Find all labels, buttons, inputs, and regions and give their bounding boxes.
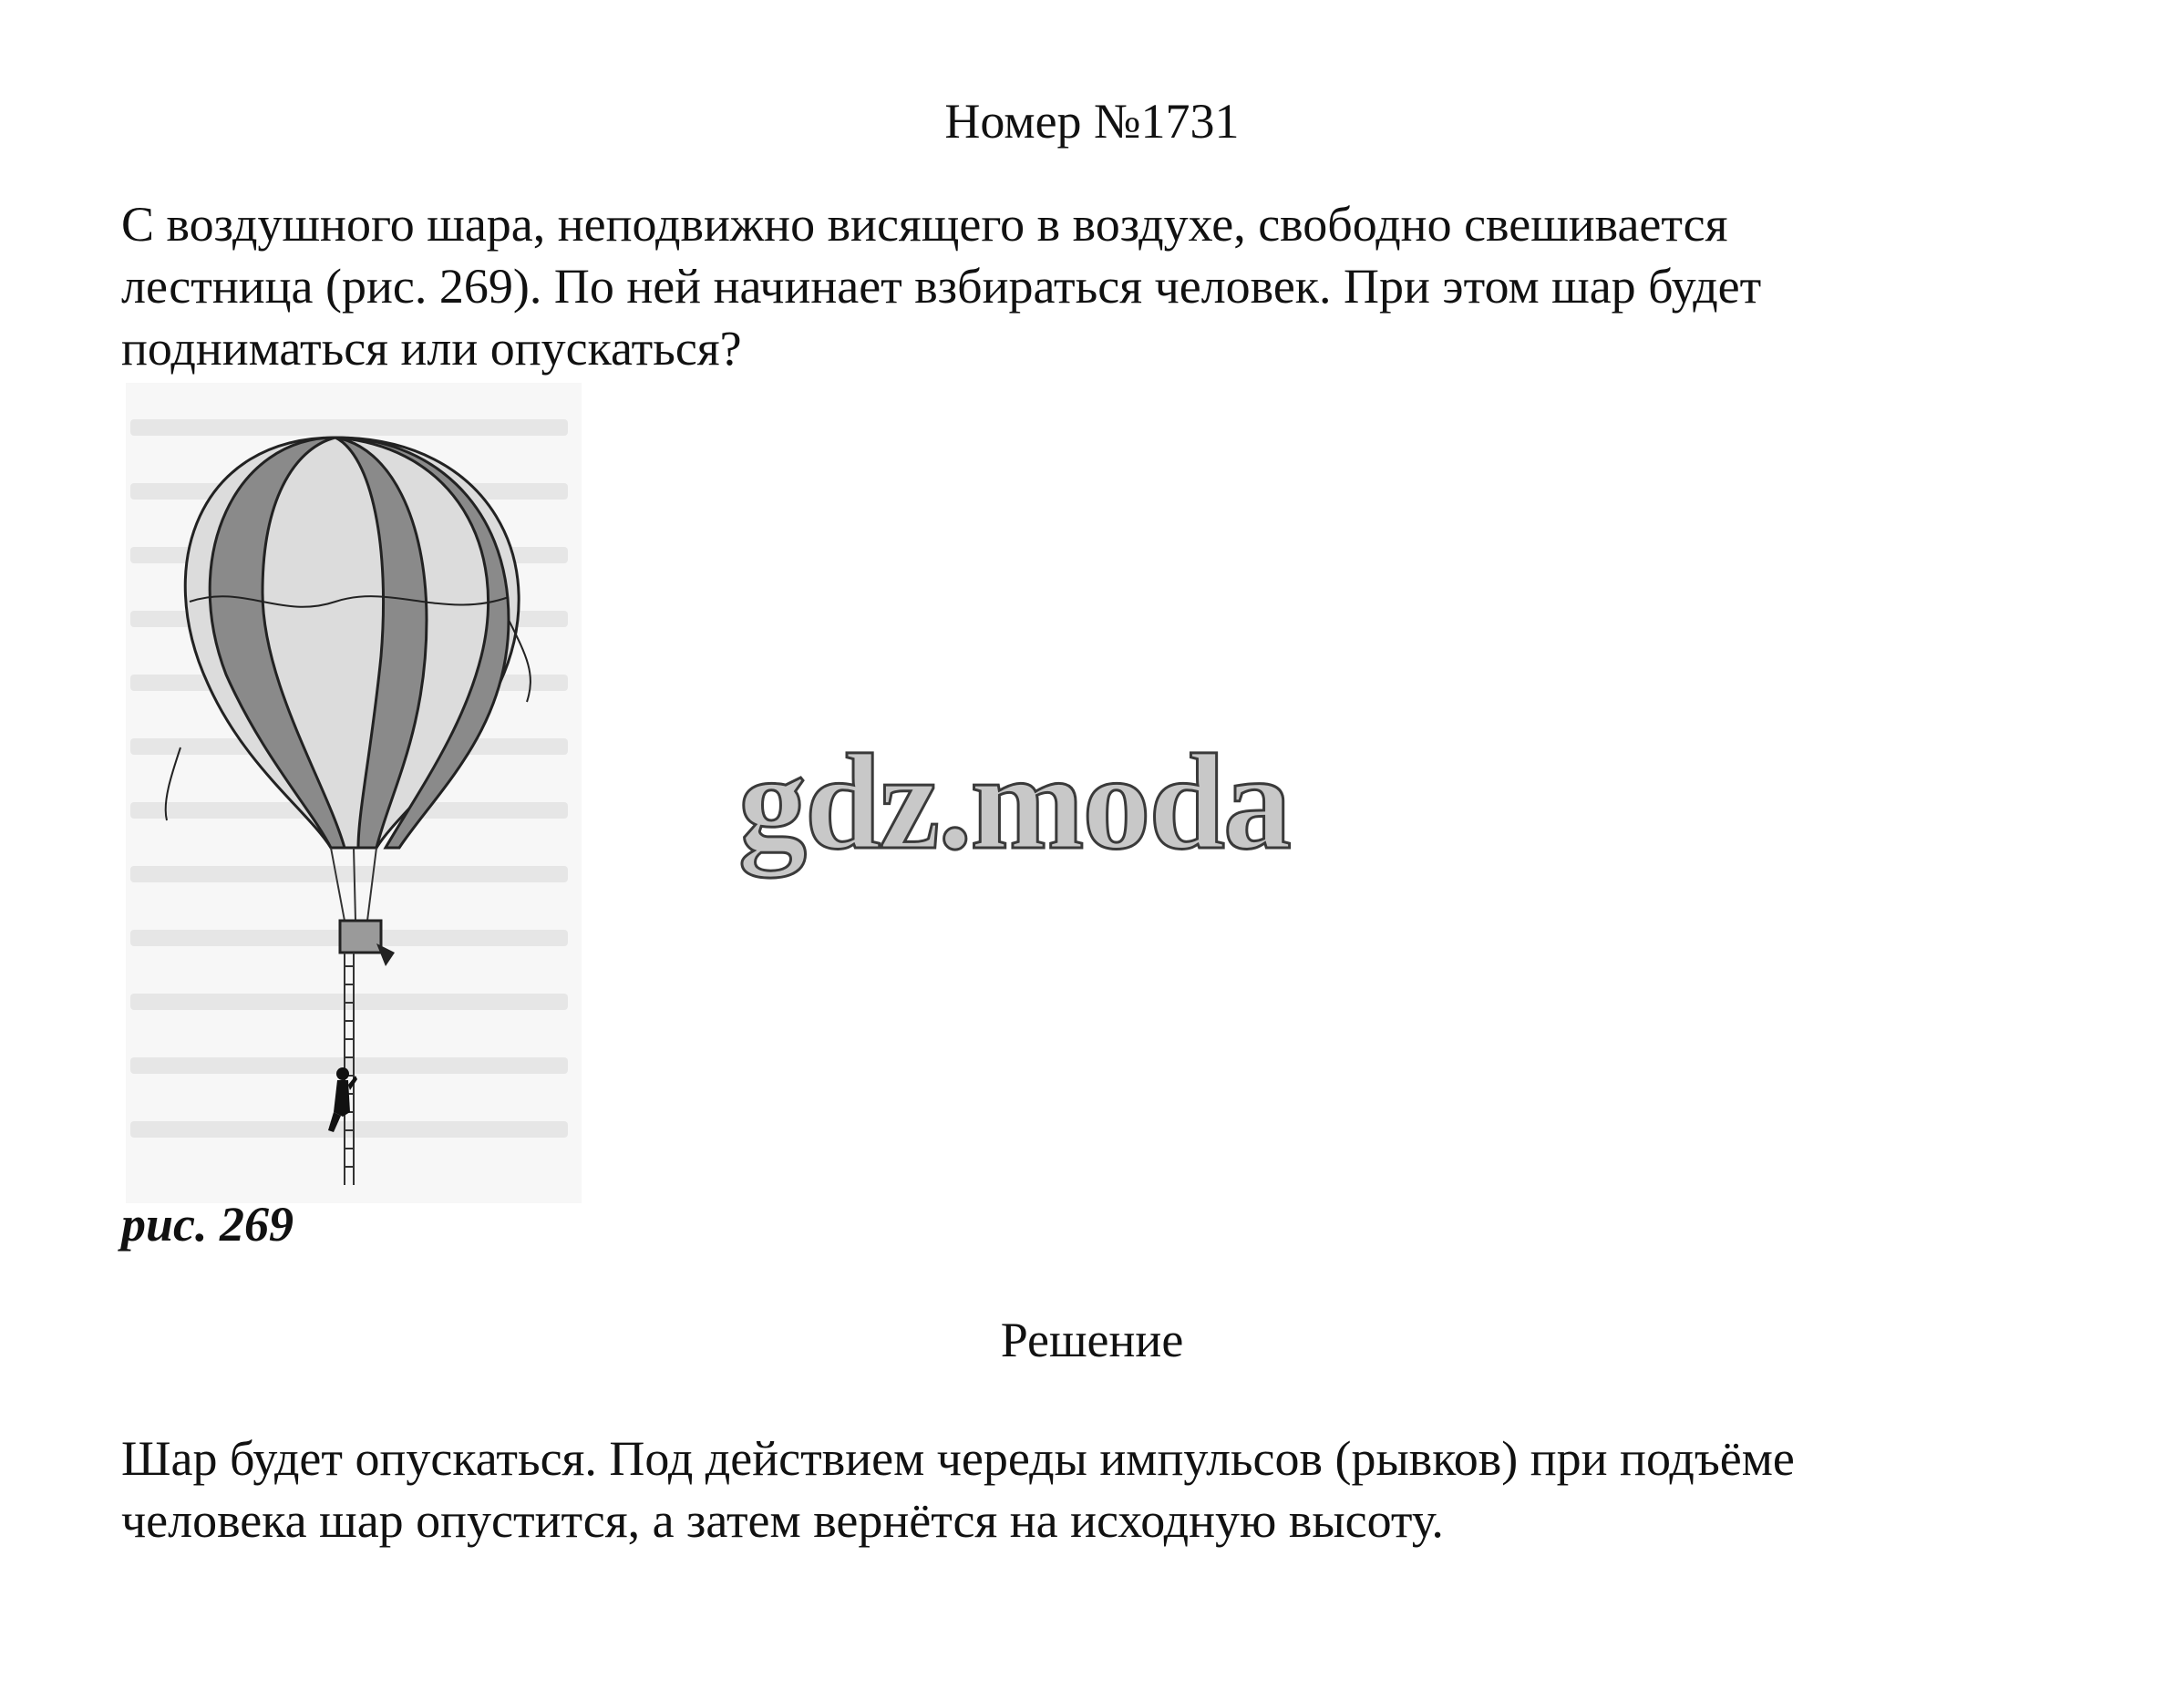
- solution-heading: Решение: [1000, 1313, 1184, 1367]
- figure-caption: рис. 269: [121, 1197, 294, 1252]
- problem-line: лестница (рис. 269). По ней начинает взбираться человек. При этом шар будет: [121, 259, 1762, 314]
- watermark-text: gdz.moda: [738, 729, 1290, 878]
- hot-air-balloon-figure: [126, 383, 582, 1203]
- watermark-logo: [729, 729, 1386, 902]
- problem-line: подниматься или опускаться?: [121, 321, 742, 376]
- problem-line: С воздушного шара, неподвижно висящего в воздухе, свободно свешивается: [121, 197, 1728, 252]
- solution-text: [121, 1427, 2127, 1551]
- solution-line: Шар будет опускаться. Под действием череды импульсов (рывков) при подъёме: [121, 1431, 1795, 1486]
- problem-text: [121, 193, 2090, 379]
- page-title: Номер №1731: [944, 94, 1240, 149]
- solution-line: человека шар опустится, а затем вернётся на исходную высоту.: [121, 1493, 1444, 1548]
